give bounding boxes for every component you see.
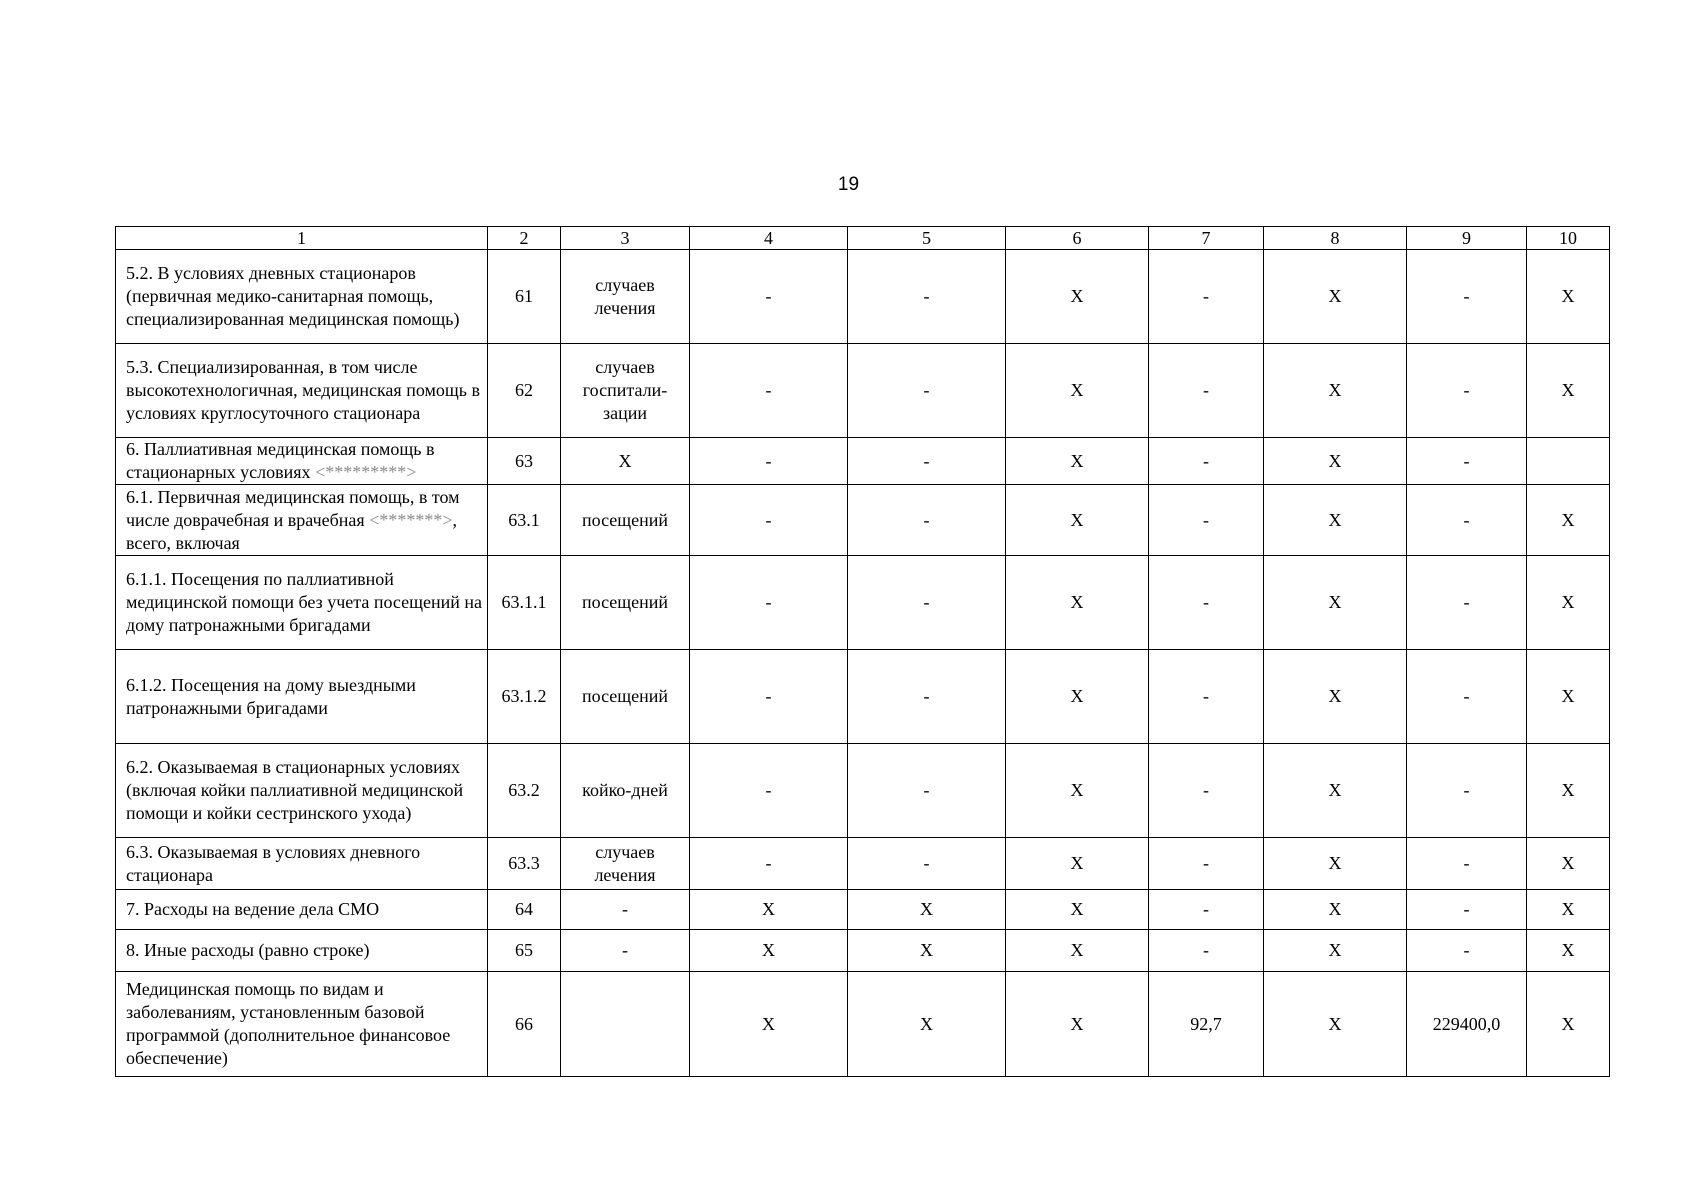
row-name: 8. Иные расходы (равно строке): [116, 930, 488, 972]
cell-col-6: Х: [1006, 930, 1149, 972]
row-unit: случаев лечения: [561, 838, 690, 890]
cell-col-9: -: [1407, 930, 1527, 972]
cell-col-10: Х: [1527, 744, 1610, 838]
column-header: 9: [1407, 227, 1527, 250]
column-header: 3: [561, 227, 690, 250]
row-name: 7. Расходы на ведение дела СМО: [116, 890, 488, 930]
row-name: Медицинская помощь по видам и заболеваниям, установленным базовой программой (дополнительное финансовое обеспечение): [116, 972, 488, 1077]
table-row: [116, 250, 1610, 344]
table-row: [116, 650, 1610, 744]
cell-col-4: -: [690, 838, 848, 890]
row-name: [116, 485, 488, 556]
cell-col-7: -: [1149, 556, 1264, 650]
cell-col-9: -: [1407, 744, 1527, 838]
column-header: 10: [1527, 227, 1610, 250]
table-row: [116, 438, 1610, 485]
cell-col-10: [1527, 438, 1610, 485]
cell-col-6: Х: [1006, 744, 1149, 838]
row-unit: случаев лечения: [561, 250, 690, 344]
cell-col-5: Х: [848, 972, 1006, 1077]
cell-col-7: -: [1149, 890, 1264, 930]
column-header: 1: [116, 227, 488, 250]
row-code: 63.1: [488, 485, 561, 556]
row-unit: -: [561, 890, 690, 930]
cell-col-8: Х: [1264, 838, 1407, 890]
column-header: 6: [1006, 227, 1149, 250]
cell-col-6: Х: [1006, 650, 1149, 744]
column-header: 5: [848, 227, 1006, 250]
row-unit: -: [561, 930, 690, 972]
column-header: 4: [690, 227, 848, 250]
page-number: 19: [837, 174, 860, 195]
row-name: [116, 438, 488, 485]
cell-col-6: Х: [1006, 972, 1149, 1077]
cell-col-7: -: [1149, 930, 1264, 972]
row-name: 6.3. Оказываемая в условиях дневного стационара: [116, 838, 488, 890]
cell-col-10: Х: [1527, 890, 1610, 930]
column-header: 8: [1264, 227, 1407, 250]
cell-col-5: -: [848, 838, 1006, 890]
row-code: 63.1.2: [488, 650, 561, 744]
cell-col-4: -: [690, 344, 848, 438]
cell-col-10: Х: [1527, 556, 1610, 650]
row-unit: посещений: [561, 556, 690, 650]
cell-col-10: Х: [1527, 838, 1610, 890]
row-code: 63.1.1: [488, 556, 561, 650]
table-row: [116, 556, 1610, 650]
table-row: [116, 344, 1610, 438]
row-code: 61: [488, 250, 561, 344]
cell-col-5: -: [848, 438, 1006, 485]
cell-col-4: -: [690, 438, 848, 485]
cell-col-5: Х: [848, 930, 1006, 972]
cell-col-9: -: [1407, 344, 1527, 438]
row-unit: койко-дней: [561, 744, 690, 838]
cell-col-8: Х: [1264, 556, 1407, 650]
row-name: 6.1.2. Посещения на дому выездными патронажными бригадами: [116, 650, 488, 744]
row-name-text: 6.1. Первичная медицинская помощь, в том числе доврачебная и врачебная: [126, 486, 460, 530]
cell-col-8: Х: [1264, 438, 1407, 485]
row-unit: посещений: [561, 650, 690, 744]
cell-col-4: -: [690, 485, 848, 556]
cell-col-6: Х: [1006, 485, 1149, 556]
footnote-ref: <*******>: [369, 509, 453, 530]
cell-col-5: -: [848, 485, 1006, 556]
cell-col-8: Х: [1264, 972, 1407, 1077]
cell-col-10: Х: [1527, 485, 1610, 556]
cell-col-6: Х: [1006, 556, 1149, 650]
row-name-text: 6. Паллиативная медицинская помощь в стационарных условиях: [126, 439, 435, 482]
cell-col-7: -: [1149, 344, 1264, 438]
cell-col-7: -: [1149, 438, 1264, 485]
cell-col-7: -: [1149, 744, 1264, 838]
row-name: 5.2. В условиях дневных стационаров (первичная медико-санитарная помощь, специализированная медицинская помощь): [116, 250, 488, 344]
cell-col-10: Х: [1527, 930, 1610, 972]
column-header: 2: [488, 227, 561, 250]
cell-col-7: -: [1149, 650, 1264, 744]
cell-col-4: -: [690, 650, 848, 744]
cell-col-10: Х: [1527, 972, 1610, 1077]
data-table: [115, 226, 1610, 1077]
row-code: 63.2: [488, 744, 561, 838]
cell-col-9: -: [1407, 556, 1527, 650]
cell-col-5: -: [848, 344, 1006, 438]
cell-col-5: -: [848, 250, 1006, 344]
row-code: 65: [488, 930, 561, 972]
cell-col-6: Х: [1006, 250, 1149, 344]
row-code: 63.3: [488, 838, 561, 890]
cell-col-7: -: [1149, 250, 1264, 344]
cell-col-9: -: [1407, 438, 1527, 485]
cell-col-4: Х: [690, 890, 848, 930]
cell-col-6: Х: [1006, 344, 1149, 438]
cell-col-10: Х: [1527, 650, 1610, 744]
cell-col-6: Х: [1006, 890, 1149, 930]
row-name: 6.2. Оказываемая в стационарных условиях (включая койки паллиативной медицинской помощи и койки сестринского ухода): [116, 744, 488, 838]
table-row: [116, 930, 1610, 972]
cell-col-10: Х: [1527, 344, 1610, 438]
row-unit: [561, 972, 690, 1077]
row-unit: посещений: [561, 485, 690, 556]
cell-col-9: -: [1407, 250, 1527, 344]
footnote-ref: <*********>: [315, 462, 417, 482]
column-header: 7: [1149, 227, 1264, 250]
cell-col-8: Х: [1264, 890, 1407, 930]
cell-col-5: -: [848, 556, 1006, 650]
row-code: 63: [488, 438, 561, 485]
cell-col-7: 92,7: [1149, 972, 1264, 1077]
table-row: [116, 744, 1610, 838]
row-unit: Х: [561, 438, 690, 485]
cell-col-8: Х: [1264, 930, 1407, 972]
cell-col-5: -: [848, 744, 1006, 838]
cell-col-8: Х: [1264, 650, 1407, 744]
cell-col-5: -: [848, 650, 1006, 744]
cell-col-9: -: [1407, 485, 1527, 556]
cell-col-9: -: [1407, 838, 1527, 890]
table-row: [116, 838, 1610, 890]
cell-col-4: Х: [690, 930, 848, 972]
cell-col-7: -: [1149, 485, 1264, 556]
cell-col-4: -: [690, 250, 848, 344]
cell-col-7: -: [1149, 838, 1264, 890]
cell-col-9: -: [1407, 650, 1527, 744]
cell-col-10: Х: [1527, 250, 1610, 344]
row-unit: случаев госпитали-зации: [561, 344, 690, 438]
row-code: 62: [488, 344, 561, 438]
row-name: 5.3. Специализированная, в том числе высокотехнологичная, медицинская помощь в условиях круглосуточного стационара: [116, 344, 488, 438]
cell-col-9: -: [1407, 890, 1527, 930]
table-row: [116, 890, 1610, 930]
row-name-suffix: , всего, включая: [126, 509, 457, 553]
row-name: 6.1.1. Посещения по паллиативной медицинской помощи без учета посещений на дому патронажными бригадами: [116, 556, 488, 650]
cell-col-6: Х: [1006, 838, 1149, 890]
cell-col-4: Х: [690, 972, 848, 1077]
table-row: [116, 972, 1610, 1077]
row-code: 64: [488, 890, 561, 930]
cell-col-4: -: [690, 744, 848, 838]
column-number-row: [116, 227, 1610, 250]
row-code: 66: [488, 972, 561, 1077]
cell-col-8: Х: [1264, 744, 1407, 838]
cell-col-4: -: [690, 556, 848, 650]
cell-col-9: 229400,0: [1407, 972, 1527, 1077]
cell-col-8: Х: [1264, 250, 1407, 344]
cell-col-8: Х: [1264, 485, 1407, 556]
cell-col-6: Х: [1006, 438, 1149, 485]
table-row: [116, 485, 1610, 556]
cell-col-5: Х: [848, 890, 1006, 930]
cell-col-8: Х: [1264, 344, 1407, 438]
